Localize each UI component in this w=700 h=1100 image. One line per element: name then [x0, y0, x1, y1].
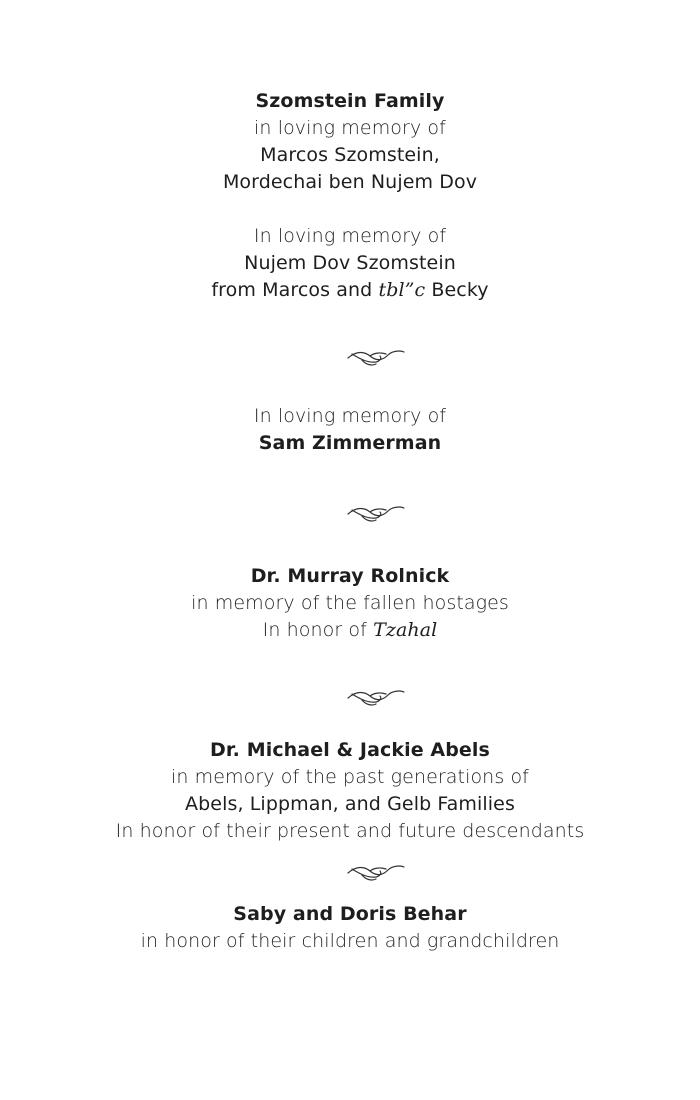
dedication-block-rolnick — [0, 563, 700, 644]
dedication-block-behar — [0, 901, 700, 955]
dedication-block-abels — [0, 737, 700, 845]
dedication-text: in memory of the fallen hostages — [191, 592, 509, 614]
honoree-name: Sam Zimmerman — [258, 432, 442, 454]
honoree-name: Marcos Szomstein, — [260, 144, 440, 166]
abbreviation-italic: tbl”c — [378, 279, 426, 301]
flourish-ornament-icon — [340, 858, 410, 884]
honor-line: In honor of their present and future descendants — [115, 820, 585, 842]
honor-line: In honor of Tzahal — [262, 619, 438, 641]
donor-name: Dr. Michael & Jackie Abels — [210, 739, 490, 761]
dedication-text: in loving memory of — [254, 117, 446, 139]
flourish-ornament-icon — [340, 343, 410, 369]
honoree-hebrew-name: Mordechai ben Nujem Dov — [222, 171, 478, 193]
honor-line: in honor of their children and grandchildren — [140, 930, 560, 952]
donor-name: Szomstein Family — [255, 90, 445, 112]
honoree-name: Nujem Dov Szomstein — [244, 252, 456, 274]
dedication-text: in memory of the past generations of — [171, 766, 529, 788]
flourish-ornament-icon — [340, 683, 410, 709]
honoree-families: Abels, Lippman, and Gelb Families — [185, 793, 515, 815]
dedication-text: In loving memory of — [253, 405, 447, 427]
dedication-text: In loving memory of — [253, 225, 447, 247]
dedication-block-zimmerman — [0, 403, 700, 457]
donor-name: Saby and Doris Behar — [233, 903, 467, 925]
dedication-block-szomstein — [0, 88, 700, 304]
donor-name: Dr. Murray Rolnick — [250, 565, 450, 587]
dedication-from-line: from Marcos and tbl”c Becky — [211, 279, 489, 301]
tzahal-italic: Tzahal — [373, 619, 438, 641]
flourish-ornament-icon — [340, 499, 410, 525]
